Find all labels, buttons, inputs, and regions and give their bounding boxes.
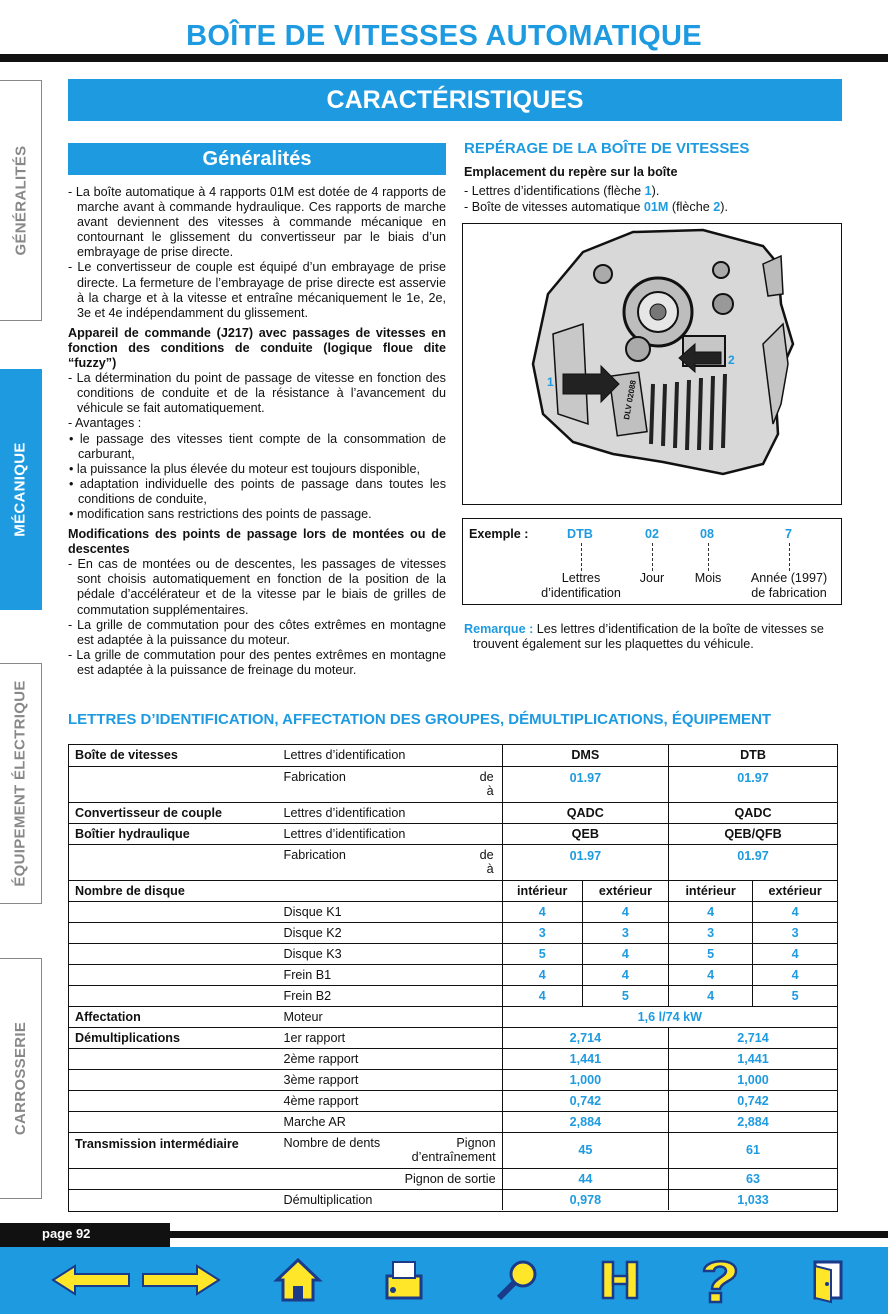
- list-item: - La grille de commutation pour des pentes extrêmes en montagne est adaptée à la puissance de freinage du moteur.: [68, 647, 446, 677]
- list-item: - La détermination du point de passage de vitesse en fonction des conditions de conduite et de la résistance à l’avancement du véhicule se fait automatiquement.: [68, 371, 446, 416]
- arrow-2-label: 2: [728, 353, 735, 367]
- list-item: • modification sans restrictions des points de passage.: [69, 506, 372, 521]
- label-mois: Mois: [694, 571, 722, 585]
- top-rule: [0, 54, 888, 62]
- nav-bar: [0, 1247, 888, 1314]
- side-tab-label: CARROSSERIE: [12, 1021, 30, 1136]
- list-item: - Le convertisseur de couple est équipé d’un embrayage de prise directe. La fermeture de l’embrayage de prise directe est asservie à la charge et à la vitesse et entraîne mécaniquement le 1e, 2e, 3e et 4e indépendamment du glissement.: [68, 260, 447, 320]
- reperage-subtitle: Emplacement du repère sur la boîte: [464, 165, 678, 179]
- list-item: • adaptation individuelle des points de passage dans toutes les conditions de conduite,: [69, 476, 446, 506]
- help-icon[interactable]: [688, 1253, 752, 1307]
- table-row: Affectation Moteur 1,6 l/74 kW: [69, 1006, 837, 1027]
- exemple-label: Exemple :: [469, 527, 529, 541]
- table-row: Frein B1 4 4 4 4: [69, 964, 837, 985]
- leader-line: [581, 543, 582, 571]
- home-icon[interactable]: [270, 1253, 326, 1307]
- leader-line: [708, 543, 709, 571]
- search-icon[interactable]: [490, 1253, 546, 1307]
- table-row: 4ème rapport 0,742 0,742: [69, 1090, 837, 1111]
- generalites-banner: [68, 143, 446, 175]
- generalites-title: Généralités: [202, 147, 312, 170]
- table-row: Démultiplications 1er rapport 2,714 2,714: [69, 1027, 837, 1048]
- table-row: 2ème rapport 1,441 1,441: [69, 1048, 837, 1069]
- appareil-heading: Appareil de commande (J217) avec passages de vitesses en fonction des conditions de conduite (logique floue dite “fuzzy”): [68, 325, 446, 371]
- side-tab-equipement-electrique[interactable]: [0, 663, 42, 904]
- list-item: - La grille de commutation pour des côtes extrêmes en montagne est adaptée à la puissance du moteur.: [68, 617, 446, 647]
- code-jour: 02: [645, 527, 660, 541]
- table-row: Marche AR 2,884 2,884: [69, 1111, 837, 1132]
- code-lettres: DTB: [567, 527, 593, 541]
- side-tab-mecanique[interactable]: [0, 369, 42, 610]
- table-row: Démultiplication 0,978 1,033: [69, 1189, 837, 1210]
- list-item: • la puissance la plus élevée du moteur est toujours disponible,: [69, 461, 420, 476]
- table-row: Convertisseur de couple Lettres d’identification QADC QADC: [69, 802, 837, 823]
- next-arrow-icon[interactable]: [140, 1253, 222, 1307]
- remarque: [464, 622, 840, 652]
- generalites-text: [68, 185, 446, 678]
- table-row: Fabrication de à 01.97 01.97: [69, 766, 837, 802]
- code-annee: 7: [785, 527, 793, 541]
- list-item: - La boîte automatique à 4 rapports 01M est dotée de 4 rapports de marche avant à commande hydraulique. Ces rapports de marche avant deviennent des vitesses à commande mécanique en contournant le glissement du convertisseur par le biais d’un embrayage de prise directe.: [68, 185, 446, 260]
- table-row: Transmission intermédiaire Nombre de dents Pignon d’entraînement 45 61: [69, 1132, 837, 1168]
- table-row: Frein B2 4 5 4 5: [69, 985, 837, 1006]
- exemple-box: [462, 518, 842, 605]
- reperage-title: REPÉRAGE DE LA BOÎTE DE VITESSES: [464, 140, 750, 157]
- exit-icon[interactable]: [800, 1253, 856, 1307]
- reperage-lines: [464, 184, 728, 215]
- table-row: 3ème rapport 1,000 1,000: [69, 1069, 837, 1090]
- side-tab-label: ÉQUIPEMENT ÉLECTRIQUE: [12, 680, 30, 887]
- spec-table: [68, 744, 838, 1212]
- table-row: Fabrication de à 01.97 01.97: [69, 844, 837, 880]
- remarque-text: Les lettres d’identification de la boîte de vitesses se trouvent également sur les plaquettes du véhicule.: [473, 622, 824, 652]
- table-row: Disque K1 4 4 4 4: [69, 901, 837, 922]
- remarque-label: Remarque :: [464, 622, 534, 636]
- section-title: CARACTÉRISTIQUES: [326, 85, 584, 114]
- arrow-1-label: 1: [547, 375, 554, 389]
- code-mois: 08: [700, 527, 715, 541]
- gearbox-photo: [462, 223, 842, 505]
- reperage-line-2: - Boîte de vitesses automatique 01M (flèche 2).: [464, 199, 728, 214]
- prev-arrow-icon[interactable]: [50, 1253, 132, 1307]
- table-row: Boîtier hydraulique Lettres d’identification QEB QEB/QFB: [69, 823, 837, 844]
- reperage-line-1: - Lettres d’identifications (flèche 1).: [464, 184, 660, 198]
- side-tab-label: GÉNÉRALITÉS: [12, 145, 30, 256]
- side-tab-carrosserie[interactable]: [0, 958, 42, 1199]
- gearbox-stamp: DLV 02088: [622, 379, 638, 421]
- side-tab-generalites[interactable]: [0, 80, 42, 321]
- list-item: - Avantages :: [68, 416, 142, 431]
- label-annee: Année (1997) de fabrication: [750, 571, 828, 600]
- modif-heading: Modifications des points de passage lors de montées ou de descentes: [68, 527, 446, 557]
- lettres-title: LETTRES D’IDENTIFICATION, AFFECTATION DES GROUPES, DÉMULTIPLICATIONS, ÉQUIPEMENT: [68, 711, 772, 728]
- side-tab-label: MÉCANIQUE: [12, 442, 29, 537]
- list-item: - En cas de montées ou de descentes, les passages de vitesses sont choisis automatiquement en fonction de la position de la pédale d’accélérateur et de la vitesse par le biais de grilles de commutation supplémentaires.: [68, 557, 446, 617]
- label-lettres: Lettres d’identification: [541, 571, 621, 600]
- index-icon[interactable]: [592, 1253, 648, 1307]
- page-number: page 92: [0, 1223, 170, 1247]
- label-jour: Jour: [639, 571, 665, 585]
- leader-line: [789, 543, 790, 571]
- table-row: Boîte de vitesses Lettres d’identification DMS DTB: [69, 745, 837, 766]
- table-row: Nombre de disque intérieur extérieur intérieur extérieur: [69, 880, 837, 901]
- leader-line: [652, 543, 653, 571]
- gearbox-illustration: [463, 224, 842, 505]
- print-icon[interactable]: [376, 1253, 432, 1307]
- table-row: Disque K2 3 3 3 3: [69, 922, 837, 943]
- table-row: Pignon de sortie 44 63: [69, 1168, 837, 1189]
- list-item: • le passage des vitesses tient compte de la consommation de carburant,: [69, 431, 446, 461]
- section-banner: [68, 79, 842, 121]
- table-row: Disque K3 5 4 5 4: [69, 943, 837, 964]
- page-title: BOÎTE DE VITESSES AUTOMATIQUE: [186, 20, 702, 52]
